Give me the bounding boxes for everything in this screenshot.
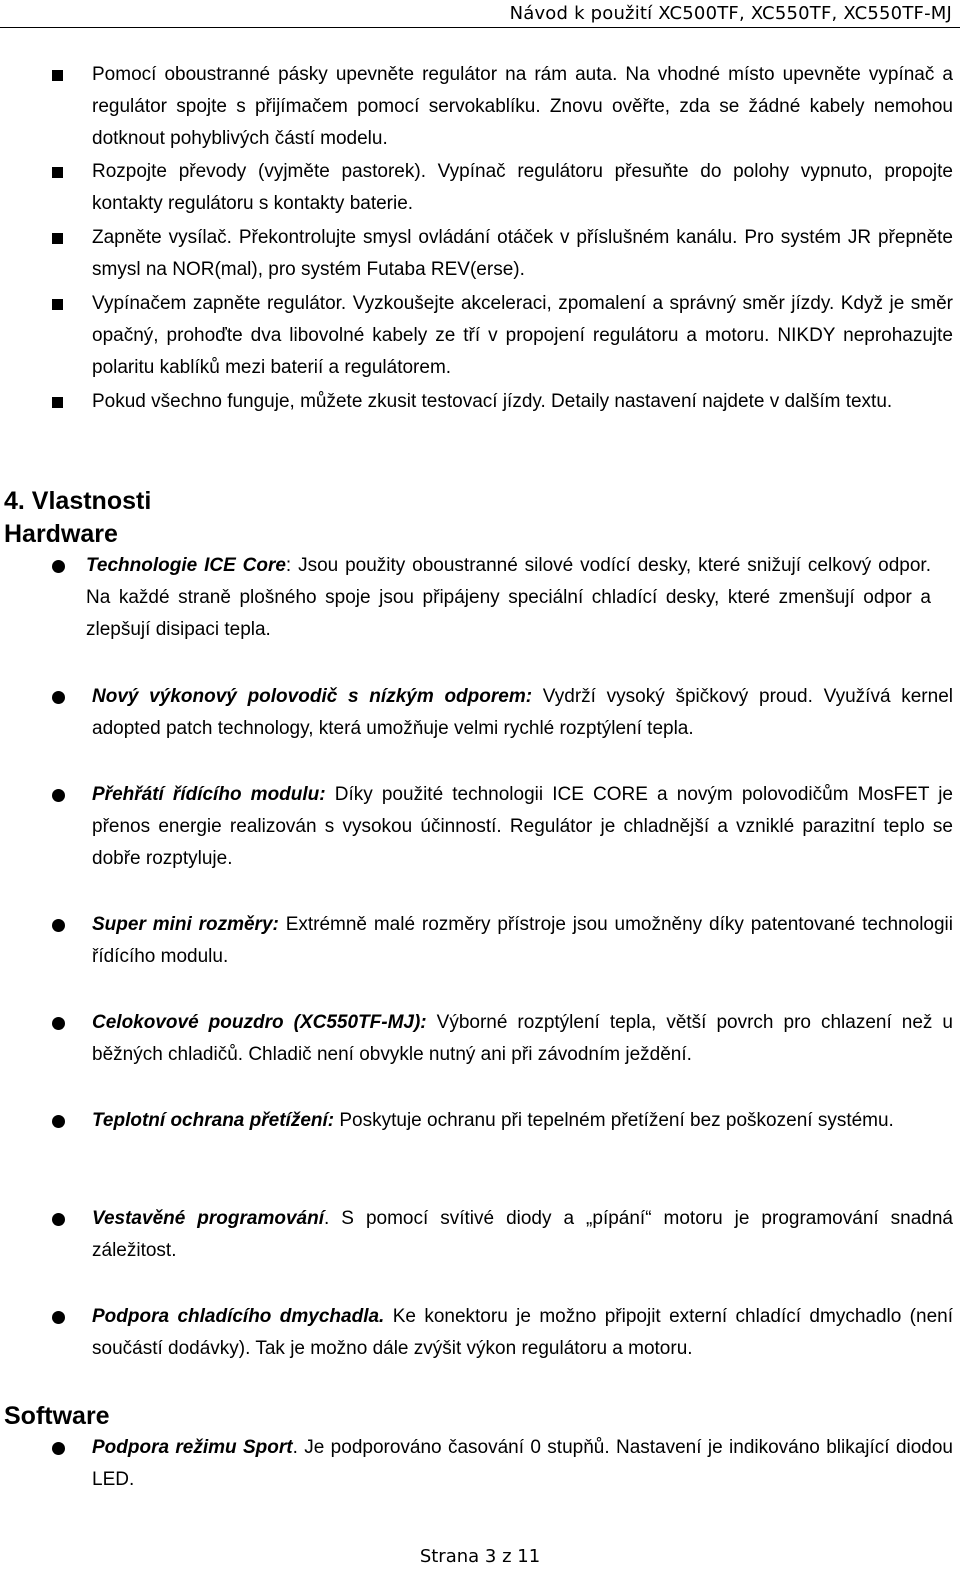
feature-lead: Super mini rozměry:	[92, 914, 279, 935]
feature-lead: Přehřátí řídícího modulu:	[92, 784, 326, 805]
feature-desc: Ke konektoru je možno připojit externí chladící dmychadlo (není součástí dodávky). Tak je možno dále zvýšit výkon regulátoru a motoru.	[92, 1306, 953, 1359]
step-text: Pokud všechno funguje, můžete zkusit testovací jízdy. Detaily nastavení najdete v dalším textu.	[92, 391, 893, 412]
feature-text	[92, 779, 953, 875]
feature-desc: : Jsou použity oboustranné silové vodící desky, které snižují celkový odpor. Na každé straně plošného spoje jsou připájeny speciální chladící desky, které zmenšují odpor a zlepšují disipaci tepla.	[86, 555, 931, 640]
circle-bullet-icon	[52, 1213, 65, 1226]
page-header	[0, 0, 960, 30]
feature-text	[92, 681, 953, 745]
step-text: Vypínačem zapněte regulátor. Vyzkoušejte akceleraci, zpomalení a správný směr jízdy. Když je směr opačný, prohoďte dva libovolné kabely ze tří v propojení regulátoru a motoru. NIKDY neprohazujte polaritu kablíků mezi baterií a regulátorem.	[92, 293, 953, 378]
feature-text	[92, 1301, 953, 1365]
header-divider	[0, 27, 960, 28]
software-heading: Software	[4, 1402, 110, 1430]
feature-desc: Výborné rozptýlení tepla, větší povrch pro chlazení než u běžných chladičů. Chladič není obvykle nutný ani při závodním ježdění.	[92, 1012, 953, 1065]
feature-lead: Nový výkonový polovodič s nízkým odporem:	[92, 686, 533, 707]
circle-bullet-icon	[52, 919, 65, 932]
feature-lead: Teplotní ochrana přetížení:	[92, 1110, 335, 1131]
circle-bullet-icon	[52, 1442, 65, 1455]
feature-text	[92, 909, 953, 973]
circle-bullet-icon	[52, 560, 65, 573]
feature-text	[86, 550, 931, 646]
feature-lead: Technologie ICE Core	[86, 555, 286, 576]
feature-lead: Podpora režimu Sport	[92, 1437, 293, 1458]
step-text: Zapněte vysílač. Překontrolujte smysl ovládání otáček v příslušném kanálu. Pro systém JR přepněte smysl na NOR(mal), pro systém Futaba REV(erse).	[92, 227, 953, 280]
square-bullet-icon	[52, 299, 63, 310]
feature-desc: Vydrží vysoký špičkový proud. Využívá kernel adopted patch technology, která umožňuje velmi rychlé rozptýlení tepla.	[92, 686, 953, 739]
feature-desc: Extrémně malé rozměry přístroje jsou umožněny díky patentované technologii řídícího modulu.	[92, 914, 953, 967]
square-bullet-icon	[52, 167, 63, 178]
step-text: Pomocí oboustranné pásky upevněte regulátor na rám auta. Na vhodné místo upevněte vypínač a regulátor spojte s přijímačem pomocí servokablíku. Znovu ověřte, zda se žádné kabely nemohou dotknout pohyblivých částí modelu.	[92, 64, 953, 149]
feature-desc: . Je podporováno časování 0 stupňů. Nastavení je indikováno blikající diodou LED.	[92, 1437, 953, 1490]
feature-desc: Poskytuje ochranu při tepelném přetížení bez poškození systému.	[334, 1110, 894, 1131]
feature-lead: Celokovové pouzdro (XC550TF-MJ):	[92, 1012, 427, 1033]
square-bullet-icon	[52, 233, 63, 244]
feature-lead: Vestavěné programování	[92, 1208, 324, 1229]
step-text: Rozpojte převody (vyjměte pastorek). Vypínač regulátoru přesuňte do polohy vypnuto, propojte kontakty regulátoru s kontakty baterie.	[92, 161, 953, 214]
square-bullet-icon	[52, 70, 63, 81]
feature-lead: Podpora chladícího dmychadla.	[92, 1306, 385, 1327]
circle-bullet-icon	[52, 1017, 65, 1030]
circle-bullet-icon	[52, 789, 65, 802]
feature-text	[92, 1203, 953, 1267]
hardware-heading: Hardware	[4, 520, 118, 548]
square-bullet-icon	[52, 397, 63, 408]
feature-text	[92, 1432, 953, 1496]
page-number: Strana 3 z 11	[419, 1546, 541, 1567]
circle-bullet-icon	[52, 1115, 65, 1128]
circle-bullet-icon	[52, 691, 65, 704]
circle-bullet-icon	[52, 1311, 65, 1324]
feature-text	[92, 1105, 953, 1137]
feature-text	[92, 1007, 953, 1071]
feature-desc: . S pomocí svítivé diody a „pípání“ motoru je programování snadná záležitost.	[92, 1208, 953, 1261]
section-title: 4. Vlastnosti	[4, 487, 152, 515]
feature-desc: Díky použité technologii ICE CORE a novým polovodičům MosFET je přenos energie realizován s vysokou účinností. Regulátor je chladnější a vzniklé parazitní teplo se dobře rozptyluje.	[92, 784, 954, 869]
document-title: Návod k použití XC500TF, XC550TF, XC550TF-MJ	[509, 3, 952, 24]
